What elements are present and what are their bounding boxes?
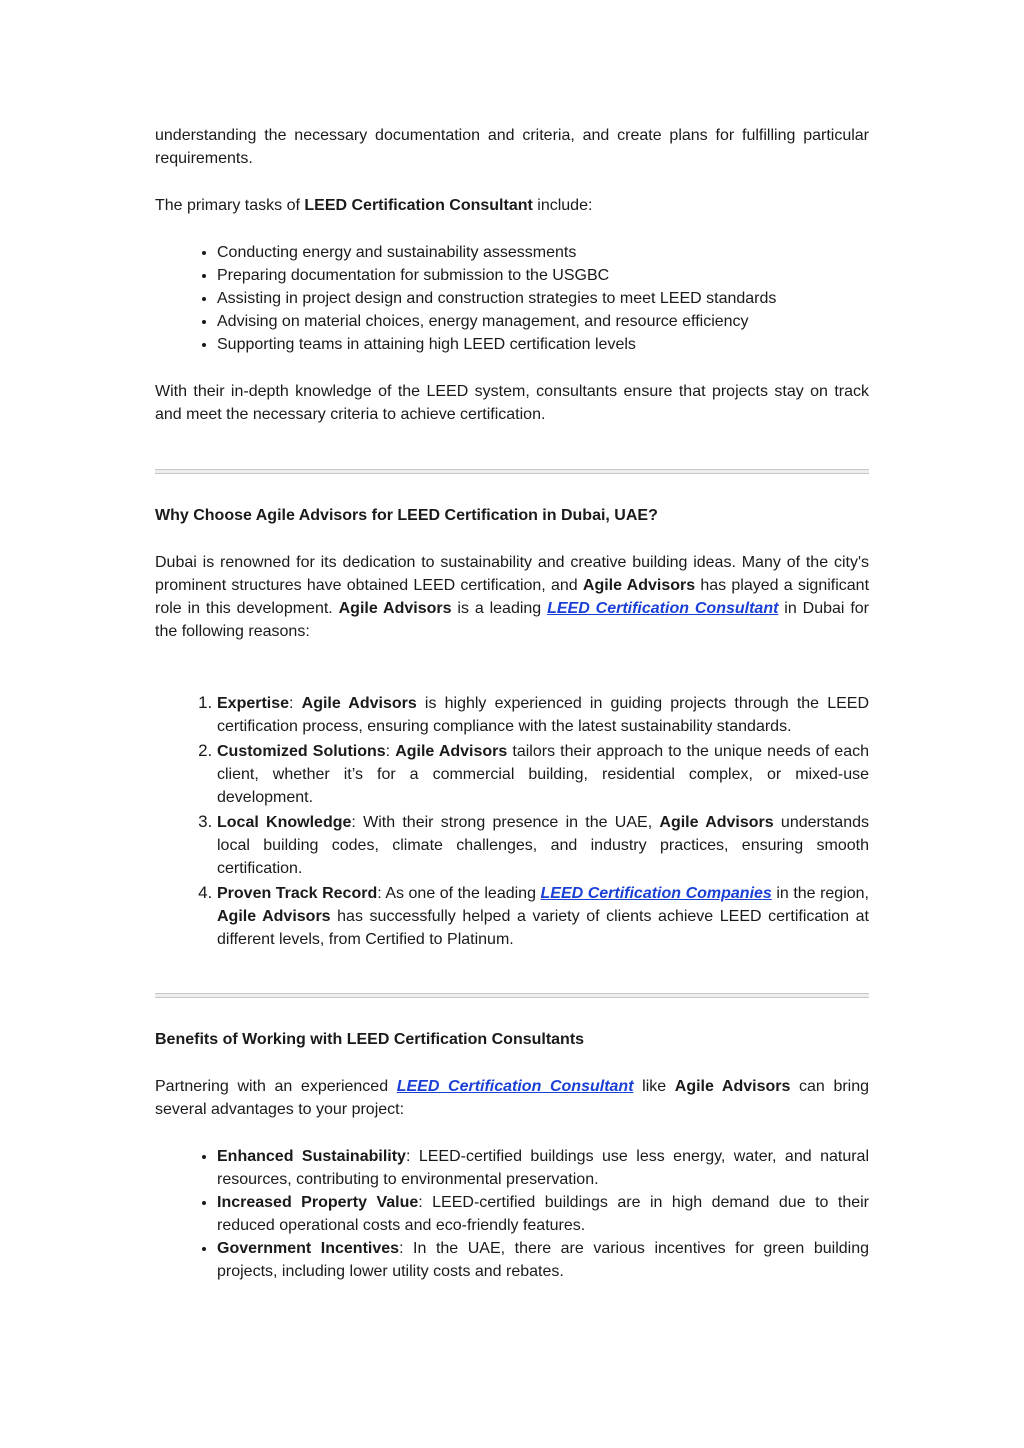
list-item: 3. Local Knowledge: With their strong presence in the UAE, Agile Advisors understands local building codes, climate challenges, and industry practices, ensuring smooth certification. [217, 810, 869, 880]
section-heading-benefits: Benefits of Working with LEED Certification Consultants [155, 1031, 585, 1048]
list-item: • Government Incentives: In the UAE, there are various incentives for green building projects, including lower utility costs and rebates. [217, 1237, 869, 1283]
benefits-paragraph: Partnering with an experienced LEED Certification Consultant like Agile Advisors can bring several advantages to your project: [155, 1078, 870, 1118]
leed-consultant-link-2[interactable]: LEED Certification Consultant [396, 1078, 634, 1095]
list-item: • Assisting in project design and construction strategies to meet LEED standards [217, 287, 869, 310]
leed-consultant-link[interactable]: LEED Certification Consultant [547, 600, 779, 617]
list-item: • Increased Property Value: LEED-certified buildings are in high demand due to their reduced operational costs and eco-friendly features. [217, 1191, 869, 1237]
list-item: • Conducting energy and sustainability assessments [217, 241, 869, 264]
tasks-list [155, 241, 869, 356]
benefits-list [155, 1145, 869, 1283]
intro-paragraph: understanding the necessary documentation and criteria, and create plans for fulfilling particular requirements. [155, 127, 869, 167]
list-item: 4. Proven Track Record: As one of the leading LEED Certification Companies in the region, Agile Advisors has successfully helped a variety of clients achieve LEED certification at different levels, from Certified to Platinum. [217, 881, 869, 951]
list-item: • Enhanced Sustainability: LEED-certified buildings use less energy, water, and natural resources, contributing to environmental preservation. [217, 1145, 869, 1191]
horizontal-divider [155, 469, 869, 474]
list-item: 2. Customized Solutions: Agile Advisors tailors their approach to the unique needs of each client, whether it’s for a commercial building, residential complex, or mixed-use development. [217, 739, 869, 809]
bold-term: LEED Certification Consultant [304, 197, 533, 214]
list-item: • Supporting teams in attaining high LEED certification levels [217, 333, 869, 356]
leed-companies-link[interactable]: LEED Certification Companies [540, 885, 772, 902]
list-item: • Advising on material choices, energy management, and resource efficiency [217, 310, 869, 333]
document-body [155, 124, 869, 1283]
closing-paragraph: With their in-depth knowledge of the LEED system, consultants ensure that projects stay on track and meet the necessary criteria to achieve certification. [155, 383, 869, 423]
section-heading-why: Why Choose Agile Advisors for LEED Certification in Dubai, UAE? [155, 507, 658, 524]
tasks-lead: The primary tasks of LEED Certification Consultant include: [155, 197, 593, 214]
list-item: • Preparing documentation for submission to the USGBC [217, 264, 869, 287]
horizontal-divider [155, 993, 869, 998]
reasons-list [155, 691, 869, 951]
why-paragraph: Dubai is renowned for its dedication to sustainability and creative building ideas. Many of the city's prominent structures have obtained LEED certification, and Agile Advisors has played a significant role in this development. Agile Advisors is a leading LEED Certification Consultant in Dubai for the following reasons: [155, 554, 870, 640]
list-item: 1. Expertise: Agile Advisors is highly experienced in guiding projects through the LEED certification process, ensuring compliance with the latest sustainability standards. [217, 691, 869, 738]
